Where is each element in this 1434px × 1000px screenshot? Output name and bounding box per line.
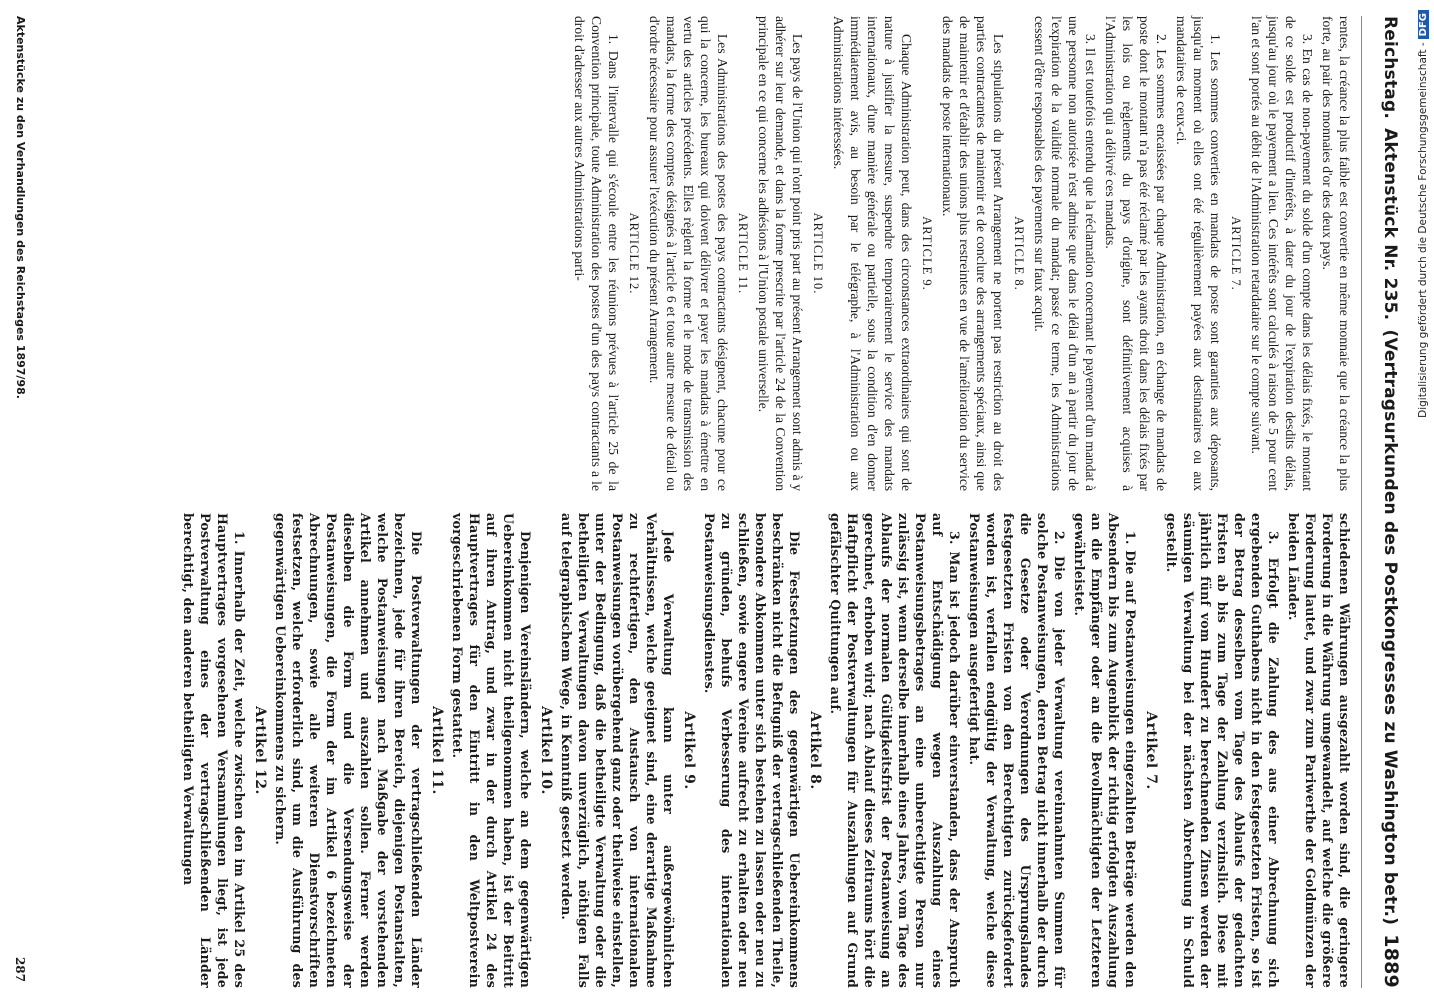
article-heading: Artikel 7. <box>1143 711 1159 790</box>
paragraph: Die Postverwaltungen der vertragschließenden Länder bezeichnen, jede für ihren Bereich, diejenigen Postanstalten, welche Postanweisungen nach Maßgabe der vorstehenden Artikel annehmen und auszahlen sollen. Ferner werden dieselben die Form und die Versendungsweise der Postanweisungen, die Form der im Artikel 6 bezeichneten Abrechnungen, sowie alle weiteren Dienstvorschriften festsetzen, welche erforderlich sind, um die Ausführung des gegenwärtigen Uebereinkommens zu sichern. <box>273 513 424 988</box>
header-document-number: Aktenstück Nr. 235. <box>1380 128 1400 321</box>
header-title: (Vertragsurkunden des Postkongresses zu Washington betr.) <box>1380 329 1400 926</box>
article-heading: Artikel 12. <box>252 706 268 795</box>
paragraph: Les Administrations des postes des pays contractants désignent, chacune pour ce qui la concerne, les bureaux qui doivent délivrer et payer les mandats à émettre en vertu des articles précédents. Elles règlent la forme et le mode de transmission des mandats, la forme des comptes désignés à l'article 6 et toute autre mesure de détail ou d'ordre nécessaire pour assurer l'exécution du présent Arrangement. <box>647 16 730 491</box>
paragraph: 3. Il est toutefois entendu que la réclamation concernant le payement d'un mandat à une personne non autorisée n'est admise que dans le délai d'un an à partir du jour de l'expiration de la validité normale du mandat; passé ce terme, les Administrations cessent d'être responsables des payements sur faux acquit. <box>1032 16 1098 491</box>
paragraph: 2. Die von jeder Verwaltung vereinnahmten Summen für solche Postanweisungen, deren Betrag nicht innerhalb der durch die Gesetze oder Verordnungen des Ursprungslandes festgesetzten Fristen von den Berechtigten zurückgefordert worden ist, verfallen endgültig der Verwaltung, welche diese Postanweisungen ausgefertigt hat. <box>967 513 1067 988</box>
article-heading: ARTICLE 11. <box>736 212 750 295</box>
paragraph: 3. Man ist jedoch darüber einverstanden, dass der Anspruch auf Entschädigung wegen Auszahlung eines Postanweisungsbetrages an eine unberechtigte Person nur zulässig ist, wenn derselbe innerhalb eines Jahres, vom Tage des Ablaufs der normalen Gültigkeitsfrist der Postanweisung an gerechnet, erhoben wird; nach Ablauf dieses Zeitraums hört die Haftpflicht der Postverwaltungen für Auszahlungen auf Grund gefälschter Quittungen auf. <box>828 513 962 988</box>
page-number: 287 <box>13 956 27 982</box>
article-heading: ARTICLE 10. <box>811 212 825 295</box>
german-text-column <box>177 513 1353 988</box>
paragraph: 3. En cas de non-payement du solde d'un compte dans les délais fixés, le montant de ce solde est productif d'intérêts, à dater du jour de l'expiration desdits délais, jusqu'au jour où le payement a lieu. Ces intérêts sont calculés à raison de 5 pour cent l'an et sont portés au débit de l'Administration retardataire sur le compte suivant. <box>1249 16 1315 491</box>
article-heading: ARTICLE 8. <box>1012 216 1026 291</box>
french-text-column <box>177 16 1353 491</box>
paragraph: Jede Verwaltung kann unter außergewöhnlichen Verhältnissen, welche geeignet sind, eine derartige Maßnahme zu rechtfertigen, den Austausch von internationalen Postanweisungen vorübergehend ganz oder theilweise einstellen, unter der Bedingung, daß die betheiligte Verwaltung oder die betheiligten Verwaltungen davon unverzüglich, nöthigen Falls auf telegraphischem Wege, in Kenntniß gesetzt werden. <box>559 513 676 988</box>
paragraph: 1. Innerhalb der Zeit, welche zwischen den im Artikel 25 des Hauptvertrages vorgesehenen Versammlungen liegt, ist jede Postverwaltung eines der vertragschließenden Länder berechtigt, den anderen betheiligten Verwaltungen <box>181 513 247 988</box>
article-heading: ARTICLE 12. <box>627 212 641 295</box>
paragraph: schiedenen Währungen ausgezahlt worden sind, die geringere Forderung in die Währung umgewandelt, auf welche die größere Forderung lautet, und zwar zum Pariwerthe der Goldmünzen der beiden Länder. <box>1286 513 1352 988</box>
paragraph: Die Festsetzungen des gegenwärtigen Uebereinkommens beschränken nicht die Befugniß der vertragschließenden Theile, besondere Abkommen unter sich bestehen zu lassen oder neu zu schließen, sowie engere Vereine aufrecht zu erhalten oder neu zu gründen, behufs Verbesserung des internationalen Postanweisungsdienstes. <box>702 513 802 988</box>
page-header <box>1361 16 1402 988</box>
paragraph: Denjenigen Vereinsländern, welche an dem gegenwärtigen Uebereinkommen nicht theilgenommen haben, ist der Beitritt auf ihren Antrag, und zwar in der durch Artikel 24 des Hauptvertrages für den Eintritt in den Weltpostverein vorgeschriebenen Form gestattet. <box>450 513 533 988</box>
paragraph: 1. Die auf Postanweisungen eingezahlten Beträge werden den Absendern bis zum Augenblick der richtig erfolgten Auszahlung an die Empfänger oder an die Bevollmächtigten der Letzteren gewährleistet. <box>1072 513 1138 988</box>
paragraph: Les stipulations du présent Arrangement ne portent pas restriction au droit des parties contractantes de maintenir et de conclure des arrangements spéciaux, ainsi que de maintenir et d'établir des unions plus restreintes en vue de l'amélioration du service des mandats de poste internationaux. <box>940 16 1006 491</box>
article-heading: Artikel 10. <box>538 706 554 795</box>
paragraph: rentes, la créance la plus faible est convertie en même monnaie que la créance la plus forte, au pair des monnaies d'or des deux pays. <box>1320 16 1352 491</box>
header-reichstag: Reichstag. <box>1380 16 1400 119</box>
paragraph: 3. Erfolgt die Zahlung des aus einer Abrechnung sich ergebenden Guthabens nicht in den festgesetzten Fristen, so ist der Betrag desselben vom Tage des Ablaufs der gedachten Fristen ab bis zum Tage der Zahlung verzinslich. Diese mit jährlich fünf vom Hundert zu berechnenden Zinsen werden der säumigen Verwaltung bei der nächsten Abrechnung in Schuld gestellt. <box>1164 513 1281 988</box>
article-heading: Artikel 11. <box>429 706 445 795</box>
paragraph: 1. Dans l'intervalle qui s'écoule entre les réunions prévues à l'article 25 de la Convention principale, toute Administration des postes d'un des pays contractants a le droit d'adresser aux autres Administrations parti- <box>572 16 621 491</box>
digitization-notice-text: Digitalisierung gefördert durch die Deutsche Forschungsgemeinschaft - <box>1417 42 1429 418</box>
article-heading: ARTICLE 7. <box>1229 216 1243 291</box>
two-column-body <box>177 16 1353 988</box>
paragraph: 1. Les sommes converties en mandats de poste sont garanties aux déposants, jusqu'au moment où elles ont été régulièrement payées aux destinataires ou aux mandataires de ceux-ci. <box>1174 16 1223 491</box>
article-heading: ARTICLE 9. <box>920 216 934 291</box>
footer-source-note: Aktenstücke zu den Verhandlungen des Reichstages 1897/98. <box>14 16 27 399</box>
dfg-logo: DFG <box>1418 10 1429 39</box>
paragraph: Les pays de l'Union qui n'ont point pris part au présent Arrangement sont admis à y adhérer sur leur demande, et dans la forme prescrite par l'article 24 de la Convention principale en ce qui concerne les adhésions à l'Union postale universelle. <box>756 16 805 491</box>
paragraph: Chaque Administration peut, dans des circonstances extraordinaires qui sont de nature à justifier la mesure, suspendre temporairement le service des mandats internationaux, d'une manière générale ou partielle, sous la condition d'en donner immédiatement avis, au besoin par le télégraphe, à l'Administration ou aux Administrations intéressées. <box>831 16 914 491</box>
header-year: 1889 <box>1380 934 1402 988</box>
digitization-notice <box>1414 8 1434 1000</box>
article-heading: Artikel 9. <box>681 711 697 790</box>
paragraph: 2. Les sommes encaissées par chaque Administration, en échange de mandats de poste dont le montant n'a pas été réclamé par les ayants droit dans les délais fixés par les lois ou règlements du pays d'origine, sont définitivement acquises à l'Administration qui a délivré ces mandats. <box>1103 16 1169 491</box>
article-heading: Artikel 8. <box>807 711 823 790</box>
